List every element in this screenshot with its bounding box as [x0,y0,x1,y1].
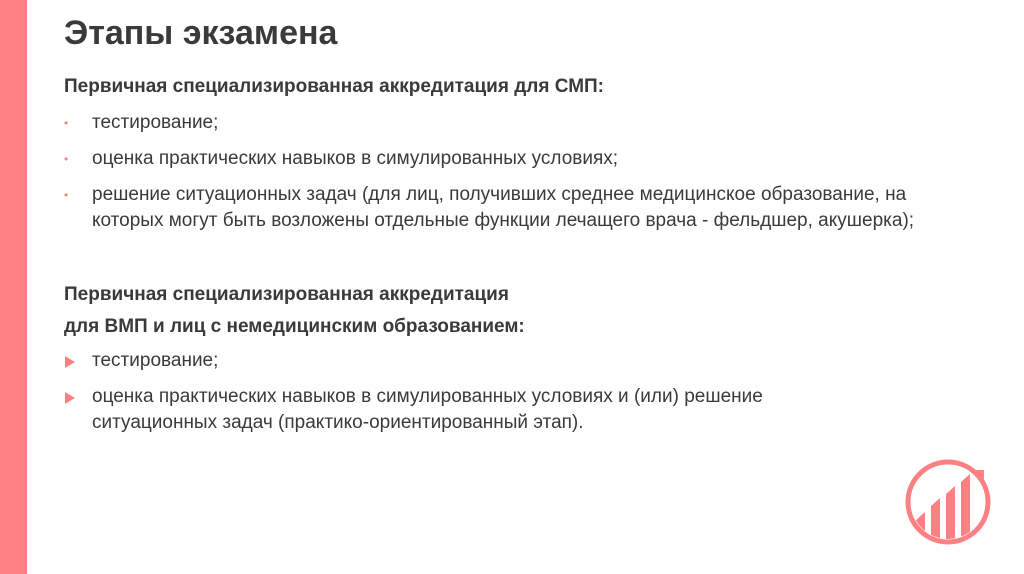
triangle-right-icon [65,392,75,404]
list-item-text: оценка практических навыков в симулированных условиях; [92,148,619,169]
slide-content [64,74,964,436]
triangle-right-icon [65,356,75,368]
accent-sidebar-bar [0,0,27,574]
list-item-text: решение ситуационных задач (для лиц, получивших среднее медицинское образование, на которых могут быть возложены отдельные функции лечащего врача - фельдшер, акушерка); [92,184,915,231]
list-item [64,348,964,374]
section1-heading: Первичная специализированная аккредитация для СМП: [64,76,605,97]
list-item [64,110,964,136]
list-item [64,146,964,172]
bullet-dot-icon: • [64,188,69,202]
list-item-text: тестирование; [92,112,219,133]
list-item-text: оценка практических навыков в симулированных условиях и (или) решение ситуационных задач (практико-ориентированный этап). [92,386,763,433]
list-item [64,182,922,234]
section2-heading-line1: Первичная специализированная аккредитация [64,284,509,305]
bullet-dot-icon: • [64,116,69,130]
section2-heading-line2: для ВМП и лиц с немедицинским образованием: [64,316,525,337]
bullet-dot-icon: • [64,152,69,166]
list-item [64,384,872,436]
slide-title: Этапы экзамена [64,14,338,52]
list-item-text: тестирование; [92,350,219,371]
section1-list [64,110,964,234]
growth-chart-circle-icon [904,458,992,546]
section2-list [64,348,964,436]
